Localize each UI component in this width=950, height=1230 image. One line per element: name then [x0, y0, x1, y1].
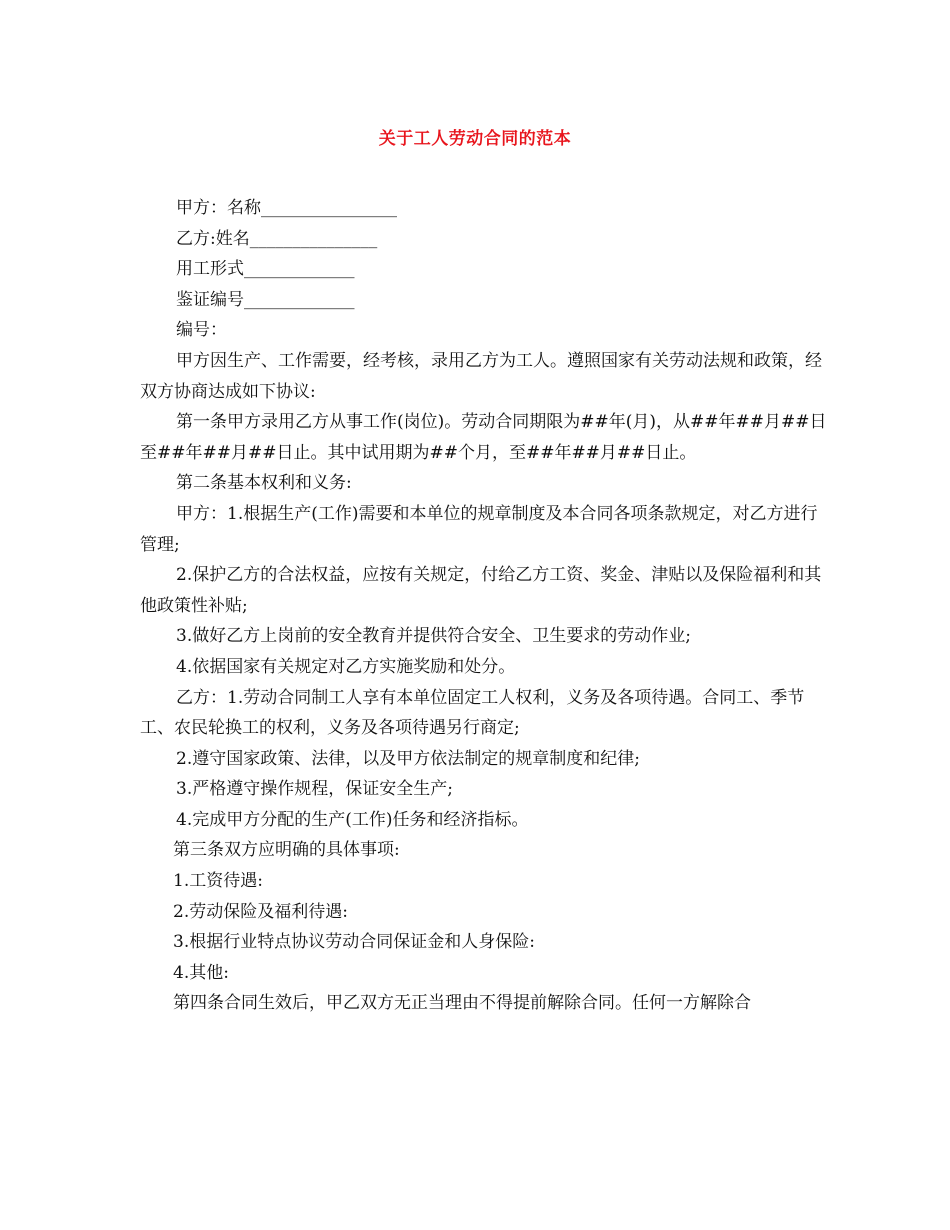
article-3-item-3: 3.根据行业特点协议劳动合同保证金和人身保险: — [173, 932, 535, 953]
party-b-right-1: 乙方：1.劳动合同制工人享有本单位固定工人权利，义务及各项待遇。合同工、季节工、农民轮换工的权利，义务及各项待遇另行商定; — [140, 687, 805, 739]
party-a-duty-4: 4.依据国家有关规定对乙方实施奖励和处分。 — [176, 656, 516, 677]
party-b-duty-2: 2.遵守国家政策、法律，以及甲方依法制定的规章制度和纪律; — [176, 748, 640, 769]
document-body — [140, 193, 830, 1019]
article-2-heading: 第二条基本权利和义务: — [176, 473, 352, 494]
document-title: 关于工人劳动合同的范本 — [378, 129, 572, 149]
article-3-heading: 第三条双方应明确的具体事项: — [173, 840, 400, 861]
party-b-duty-4: 4.完成甲方分配的生产(工作)任务和经济指标。 — [176, 809, 529, 830]
party-a-name-line: 甲方：名称________________ — [176, 198, 397, 218]
party-a-duty-1: 甲方：1.根据生产(工作)需要和本单位的规章制度及本合同各项条款规定，对乙方进行管理; — [140, 503, 818, 555]
article-3-item-2: 2.劳动保险及福利待遇: — [173, 901, 348, 922]
preamble-paragraph: 甲方因生产、工作需要，经考核，录用乙方为工人。遵照国家有关劳动法规和政策，经双方协商达成如下协议: — [140, 350, 822, 402]
party-a-duty-2: 2.保护乙方的合法权益，应按有关规定，付给乙方工资、奖金、津贴以及保险福利和其他政策性补贴; — [140, 565, 822, 616]
employment-form-line: 用工形式_____________ — [176, 259, 355, 280]
article-4-paragraph: 第四条合同生效后，甲乙双方无正当理由不得提前解除合同。任何一方解除合 — [173, 993, 751, 1014]
party-b-duty-3: 3.严格遵守操作规程，保证安全生产; — [176, 779, 453, 800]
party-b-name-line: 乙方:姓名_______________ — [176, 228, 378, 249]
verification-number-line: 鉴证编号_____________ — [176, 289, 355, 310]
contract-number-line: 编号： — [176, 320, 227, 341]
party-a-duty-3: 3.做好乙方上岗前的安全教育并提供符合安全、卫生要求的劳动作业; — [176, 626, 691, 647]
article-3-item-1: 1.工资待遇: — [173, 871, 263, 892]
article-1-paragraph: 第一条甲方录用乙方从事工作(岗位)。劳动合同期限为##年(月)，从##年##月##日至##年##月##日止。其中试用期为##个月，至##年##月##日止。 — [140, 412, 827, 463]
article-3-item-4: 4.其他: — [173, 962, 229, 983]
